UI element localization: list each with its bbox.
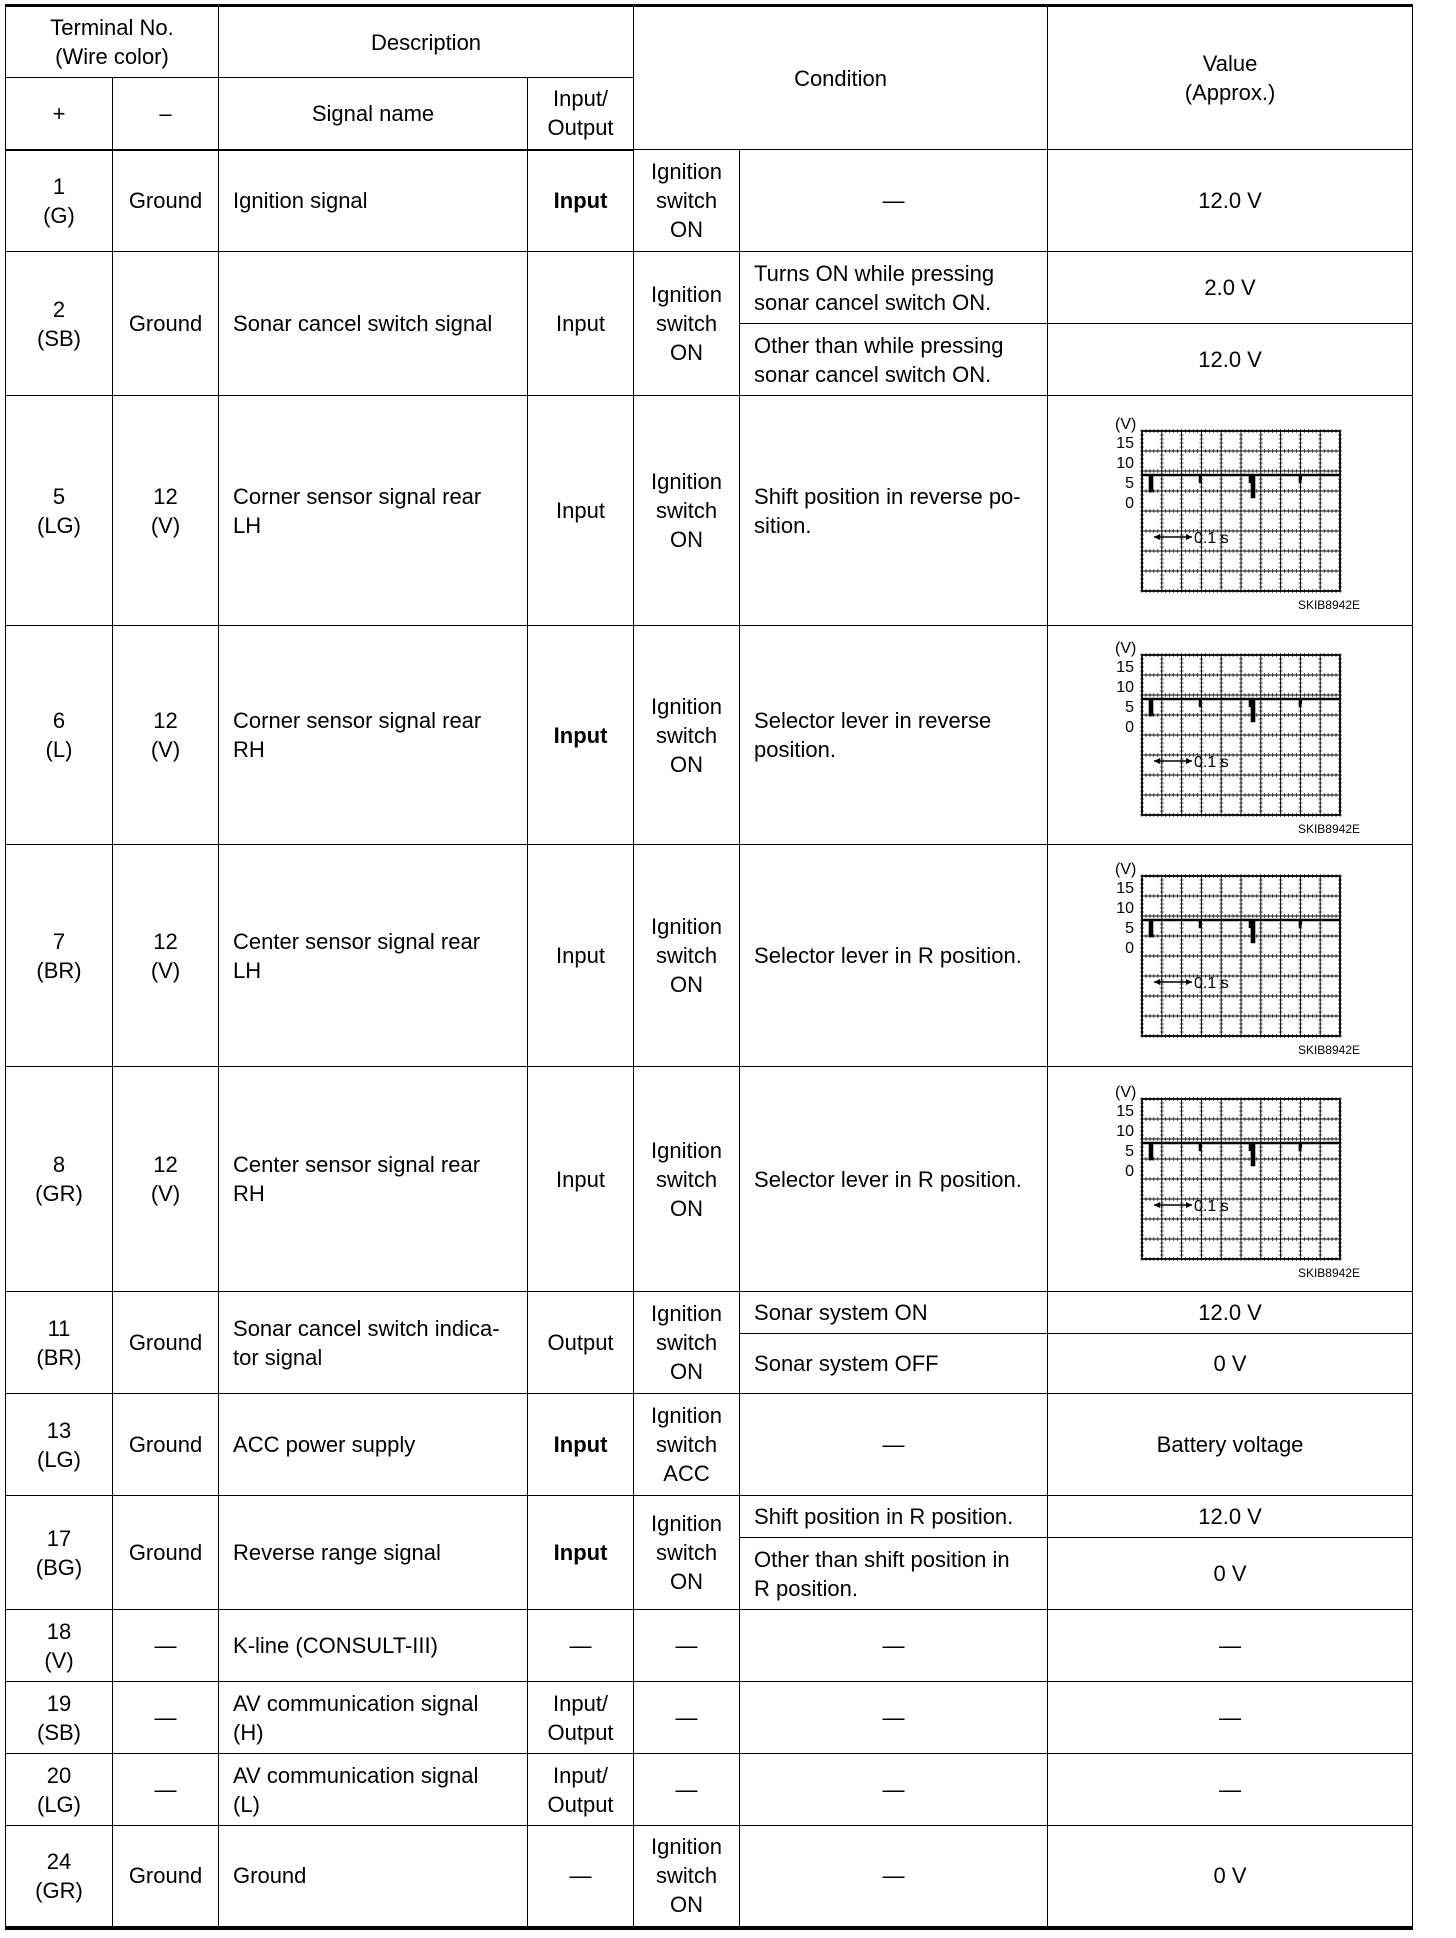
terminal-table (5, 4, 1413, 1930)
time-scale-label: 0.1 s (1194, 1198, 1229, 1215)
signal-name: Reverse range signal (219, 1496, 528, 1610)
condition-detail: Selector lever in R position. (740, 845, 1048, 1067)
signal-name: Center sensor signal rear RH (219, 1067, 528, 1292)
scope-unit-label: (V) (1115, 415, 1137, 433)
condition-detail: — (740, 1682, 1048, 1754)
value: — (1048, 1754, 1413, 1826)
value: — (1048, 1682, 1413, 1754)
scope-tick-label: 0 (1125, 494, 1135, 512)
table-row (6, 1826, 1413, 1928)
scope-tick-label: 0 (1125, 1163, 1135, 1180)
value: 12.0 V (1048, 1496, 1413, 1538)
terminal-number: 17 (BG) (6, 1496, 113, 1610)
table-row (6, 1292, 1413, 1334)
time-scale-label: 0.1 s (1194, 529, 1229, 547)
terminal-number: 20 (LG) (6, 1754, 113, 1826)
scope-tick-label: 5 (1125, 474, 1135, 492)
value-waveform (1048, 626, 1413, 845)
header-signal-name: Signal name (219, 78, 528, 150)
value: 12.0 V (1048, 1292, 1413, 1334)
header-plus: + (6, 78, 113, 150)
input-output: Input (528, 845, 634, 1067)
signal-name: ACC power supply (219, 1394, 528, 1496)
header-input-output: Input/ Output (528, 78, 634, 150)
condition-detail: Turns ON while pressing sonar cancel switch ON. (740, 252, 1048, 324)
table-row (6, 845, 1413, 1067)
condition-detail: Other than shift position in R position. (740, 1538, 1048, 1610)
terminal-number: 5 (LG) (6, 396, 113, 626)
terminal-number: 11 (BR) (6, 1292, 113, 1394)
table-row (6, 1394, 1413, 1496)
scope-tick-label: 10 (1116, 899, 1135, 917)
input-output: Input (528, 1067, 634, 1292)
value: 0 V (1048, 1334, 1413, 1394)
switch-condition: Ignition switch ON (634, 150, 740, 252)
signal-name: Sonar cancel switch indica- tor signal (219, 1292, 528, 1394)
negative-terminal: Ground (113, 1394, 219, 1496)
input-output: Input (528, 252, 634, 396)
scope-tick-label: 15 (1116, 659, 1135, 676)
signal-name: K-line (CONSULT-III) (219, 1610, 528, 1682)
negative-terminal: 12 (V) (113, 845, 219, 1067)
condition-detail: — (740, 1394, 1048, 1496)
switch-condition: Ignition switch ON (634, 1496, 740, 1610)
scope-tick-label: 0 (1125, 719, 1135, 736)
time-scale-label: 0.1 s (1194, 974, 1229, 992)
negative-terminal: — (113, 1682, 219, 1754)
scope-unit-label: (V) (1115, 1084, 1137, 1101)
terminal-number: 7 (BR) (6, 845, 113, 1067)
scope-tick-label: 10 (1116, 454, 1135, 472)
scope-unit-label: (V) (1115, 860, 1137, 878)
negative-terminal: — (113, 1754, 219, 1826)
value: 0 V (1048, 1538, 1413, 1610)
terminal-number: 13 (LG) (6, 1394, 113, 1496)
value: 12.0 V (1048, 150, 1413, 252)
negative-terminal: Ground (113, 1496, 219, 1610)
header-row-1 (6, 6, 1413, 78)
scope-tick-label: 10 (1116, 1123, 1135, 1140)
negative-terminal: Ground (113, 252, 219, 396)
oscilloscope-waveform (1090, 635, 1370, 835)
condition-detail: — (740, 1826, 1048, 1928)
condition-detail: Sonar system OFF (740, 1334, 1048, 1394)
condition-detail: — (740, 1610, 1048, 1682)
input-output: Input (528, 1394, 634, 1496)
condition-detail: — (740, 150, 1048, 252)
header-minus: – (113, 78, 219, 150)
oscilloscope-waveform (1090, 856, 1370, 1056)
value-waveform (1048, 396, 1413, 626)
switch-condition: Ignition switch ON (634, 626, 740, 845)
header-condition: Condition (634, 6, 1048, 150)
negative-terminal: 12 (V) (113, 626, 219, 845)
negative-terminal: 12 (V) (113, 396, 219, 626)
figure-code: SKIB8942E (1298, 822, 1361, 835)
scope-tick-label: 5 (1125, 1143, 1135, 1160)
value: 2.0 V (1048, 252, 1413, 324)
value-waveform (1048, 845, 1413, 1067)
table-row (6, 1067, 1413, 1292)
signal-name: AV communication signal (H) (219, 1682, 528, 1754)
scope-tick-label: 5 (1125, 919, 1135, 937)
condition-detail: — (740, 1754, 1048, 1826)
switch-condition: Ignition switch ON (634, 1292, 740, 1394)
oscilloscope-waveform (1090, 1079, 1370, 1279)
header-description: Description (219, 6, 634, 78)
terminal-number: 18 (V) (6, 1610, 113, 1682)
condition-detail: Other than while pressing sonar cancel switch ON. (740, 324, 1048, 396)
terminal-number: 6 (L) (6, 626, 113, 845)
scope-tick-label: 0 (1125, 939, 1135, 957)
header-value: Value (Approx.) (1048, 6, 1413, 150)
switch-condition: Ignition switch ON (634, 845, 740, 1067)
scope-tick-label: 10 (1116, 679, 1135, 696)
input-output: — (528, 1826, 634, 1928)
negative-terminal: Ground (113, 1292, 219, 1394)
figure-code: SKIB8942E (1298, 1266, 1361, 1279)
terminal-number: 19 (SB) (6, 1682, 113, 1754)
signal-name: Corner sensor signal rear RH (219, 626, 528, 845)
table-row (6, 1610, 1413, 1682)
negative-terminal: Ground (113, 1826, 219, 1928)
input-output: Output (528, 1292, 634, 1394)
table-row (6, 396, 1413, 626)
table-body (6, 150, 1413, 1928)
scope-tick-label: 15 (1116, 879, 1135, 897)
table-row (6, 626, 1413, 845)
value: 12.0 V (1048, 324, 1413, 396)
time-scale-label: 0.1 s (1194, 754, 1229, 771)
figure-code: SKIB8942E (1298, 597, 1361, 611)
input-output: Input (528, 150, 634, 252)
terminal-number: 24 (GR) (6, 1826, 113, 1928)
signal-name: Ground (219, 1826, 528, 1928)
switch-condition: — (634, 1610, 740, 1682)
switch-condition: Ignition switch ON (634, 1067, 740, 1292)
scope-unit-label: (V) (1115, 640, 1137, 657)
table-row (6, 1496, 1413, 1538)
header-terminal: Terminal No. (Wire color) (6, 6, 219, 78)
scope-tick-label: 15 (1116, 434, 1135, 452)
oscilloscope-waveform (1090, 411, 1370, 611)
input-output: Input (528, 396, 634, 626)
signal-name: Center sensor signal rear LH (219, 845, 528, 1067)
terminal-table-wrapper (5, 4, 1412, 1930)
input-output: — (528, 1610, 634, 1682)
switch-condition: Ignition switch ON (634, 1826, 740, 1928)
condition-detail: Sonar system ON (740, 1292, 1048, 1334)
signal-name: Sonar cancel switch signal (219, 252, 528, 396)
condition-detail: Selector lever in R position. (740, 1067, 1048, 1292)
value: Battery voltage (1048, 1394, 1413, 1496)
input-output: Input/ Output (528, 1754, 634, 1826)
negative-terminal: Ground (113, 150, 219, 252)
switch-condition: — (634, 1682, 740, 1754)
signal-name: AV communication signal (L) (219, 1754, 528, 1826)
table-row (6, 252, 1413, 324)
scope-tick-label: 15 (1116, 1103, 1135, 1120)
switch-condition: Ignition switch ON (634, 396, 740, 626)
value: — (1048, 1610, 1413, 1682)
table-row (6, 1682, 1413, 1754)
signal-name: Ignition signal (219, 150, 528, 252)
terminal-number: 1 (G) (6, 150, 113, 252)
input-output: Input/ Output (528, 1682, 634, 1754)
table-row (6, 1754, 1413, 1826)
input-output: Input (528, 1496, 634, 1610)
value-waveform (1048, 1067, 1413, 1292)
condition-detail: Shift position in reverse po- sition. (740, 396, 1048, 626)
negative-terminal: 12 (V) (113, 1067, 219, 1292)
switch-condition: Ignition switch ON (634, 252, 740, 396)
condition-detail: Shift position in R position. (740, 1496, 1048, 1538)
figure-code: SKIB8942E (1298, 1042, 1361, 1056)
scope-tick-label: 5 (1125, 699, 1135, 716)
signal-name: Corner sensor signal rear LH (219, 396, 528, 626)
input-output: Input (528, 626, 634, 845)
condition-detail: Selector lever in reverse position. (740, 626, 1048, 845)
terminal-number: 8 (GR) (6, 1067, 113, 1292)
negative-terminal: — (113, 1610, 219, 1682)
switch-condition: — (634, 1754, 740, 1826)
switch-condition: Ignition switch ACC (634, 1394, 740, 1496)
value: 0 V (1048, 1826, 1413, 1928)
terminal-number: 2 (SB) (6, 252, 113, 396)
table-row (6, 150, 1413, 252)
